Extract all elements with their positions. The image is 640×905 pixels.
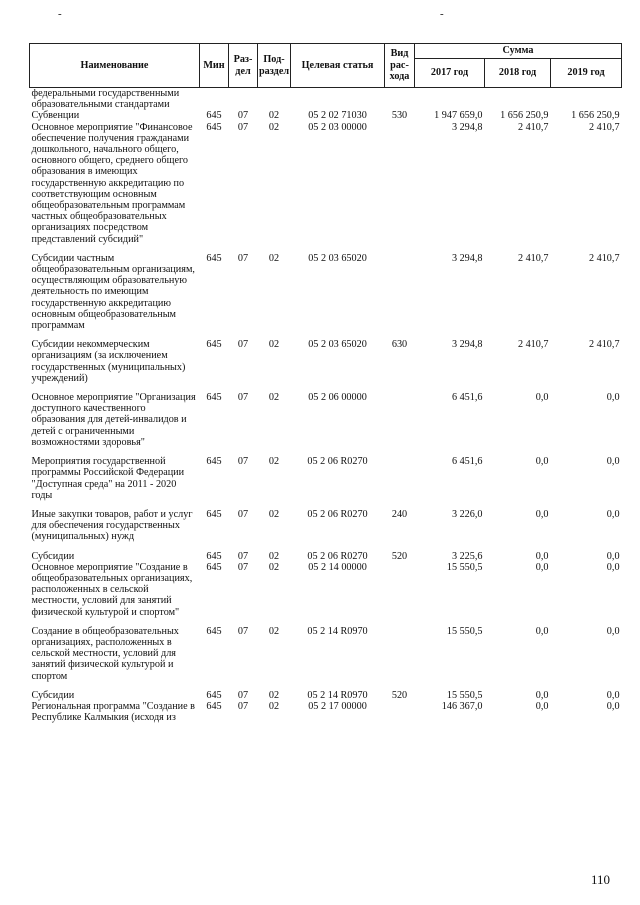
row-min: 645: [206, 456, 222, 468]
row-name: Основное мероприятие "Организация доступного качественного образования для детей-инвалидов и детей с ограниченными возможностями здоровья": [31, 392, 196, 448]
row-vid: [385, 392, 415, 456]
table-row: [30, 253, 622, 339]
row-min: 645: [206, 110, 222, 122]
row-2017: 3 294,8: [451, 121, 483, 133]
row-2017: 15 550,5: [446, 561, 483, 573]
row-razdel: [229, 88, 258, 111]
row-2019: 0,0: [606, 508, 620, 520]
row-name: Субсидии некоммерческим организациям (за исключением государственных (муниципальных) учреждений): [31, 339, 186, 384]
row-2017: 146 367,0: [441, 700, 483, 712]
row-vid: [385, 88, 415, 111]
row-vid: [385, 456, 415, 509]
row-tselevaya: 05 2 03 65020: [308, 252, 367, 264]
row-razdel: 07: [237, 550, 249, 562]
table-row: [30, 392, 622, 456]
row-2019: 0,0: [606, 700, 620, 712]
row-tselevaya: 05 2 17 00000: [308, 700, 367, 712]
row-tselevaya: [291, 88, 385, 111]
table-row: [30, 110, 622, 121]
row-podrazdel: 02: [268, 121, 280, 133]
row-tselevaya: 05 2 14 R0970: [307, 689, 368, 701]
table-row: [30, 701, 622, 723]
row-2018: 0,0: [535, 550, 549, 562]
row-name: Создание в общеобразовательных организациях, расположенных в сельской местности, условий для занятий физической культурой и спортом: [31, 625, 179, 682]
row-min: 645: [206, 508, 222, 520]
row-razdel: 07: [237, 339, 249, 351]
row-razdel: 07: [237, 121, 249, 133]
table-row: [30, 122, 622, 253]
col-header-vid: Вид рас-хода: [385, 44, 415, 88]
row-2018: 0,0: [535, 456, 549, 468]
row-vid: [385, 122, 415, 253]
row-podrazdel: [258, 88, 291, 111]
row-name: Субсидии: [31, 550, 75, 562]
row-tselevaya: 05 2 14 R0970: [307, 625, 368, 637]
row-podrazdel: 02: [268, 550, 280, 562]
row-2017: 3 294,8: [451, 252, 483, 264]
row-podrazdel: 02: [268, 252, 280, 264]
row-podrazdel: 02: [268, 110, 280, 122]
row-razdel: 07: [237, 456, 249, 468]
row-2019: 1 656 250,9: [571, 110, 620, 122]
row-podrazdel: 02: [268, 689, 280, 701]
row-vid: 520: [391, 689, 408, 701]
row-min: 645: [206, 561, 222, 573]
row-razdel: 07: [237, 110, 249, 122]
row-2018: 2 410,7: [517, 339, 549, 351]
row-2019: 0,0: [606, 392, 620, 404]
table-row: [30, 509, 622, 551]
row-2019: 0,0: [606, 689, 620, 701]
row-tselevaya: 05 2 06 R0270: [307, 456, 368, 468]
row-vid: [385, 253, 415, 339]
row-2018: 0,0: [535, 700, 549, 712]
row-2019: 0,0: [606, 561, 620, 573]
row-vid: [385, 562, 415, 626]
row-2019: 2 410,7: [588, 121, 620, 133]
row-min: 645: [206, 700, 222, 712]
row-2017: 3 226,0: [451, 508, 483, 520]
table-body: [30, 88, 622, 724]
col-header-name: Наименование: [30, 44, 200, 88]
row-2017: 15 550,5: [446, 625, 483, 637]
row-2018: 0,0: [535, 508, 549, 520]
row-2018: 2 410,7: [517, 121, 549, 133]
row-tselevaya: 05 2 06 00000: [308, 392, 367, 404]
col-header-2017: 2017 год: [415, 59, 485, 88]
row-2017: 6 451,6: [451, 392, 483, 404]
table-row: [30, 456, 622, 509]
row-podrazdel: 02: [268, 456, 280, 468]
row-name: Субсидии частным общеобразовательным организациям, осуществляющим образовательную деятельность по имеющим государственную аккредитацию основным общеобразовательным программам: [31, 252, 195, 332]
row-tselevaya: 05 2 06 R0270: [307, 550, 368, 562]
row-podrazdel: 02: [268, 508, 280, 520]
row-2017: 3 225,6: [451, 550, 483, 562]
row-razdel: 07: [237, 561, 249, 573]
row-vid: [385, 701, 415, 723]
row-2017: [415, 88, 485, 111]
row-vid: 630: [391, 339, 408, 351]
row-razdel: 07: [237, 252, 249, 264]
row-2019: [551, 88, 622, 111]
row-name: Мероприятия государственной программы Российской Федерации "Доступная среда" на 2011 - 2020 годы: [31, 456, 185, 501]
table-header: [30, 44, 622, 88]
row-2019: 2 410,7: [588, 252, 620, 264]
row-razdel: 07: [237, 689, 249, 701]
row-min: 645: [206, 121, 222, 133]
row-name: Региональная программа "Создание в Республике Калмыкия (исходя из: [31, 700, 195, 724]
row-tselevaya: 05 2 02 71030: [308, 110, 367, 122]
row-tselevaya: 05 2 06 R0270: [307, 508, 368, 520]
row-podrazdel: 02: [268, 700, 280, 712]
table-row: [30, 626, 622, 690]
row-podrazdel: 02: [268, 392, 280, 404]
row-min: 645: [206, 252, 222, 264]
row-2019: 0,0: [606, 550, 620, 562]
row-min: 645: [206, 550, 222, 562]
row-2018: 0,0: [535, 625, 549, 637]
row-podrazdel: 02: [268, 625, 280, 637]
row-razdel: 07: [237, 625, 249, 637]
row-2018: 0,0: [535, 689, 549, 701]
col-header-2018: 2018 год: [485, 59, 551, 88]
row-name: федеральными государственными образовательными стандартами: [31, 88, 180, 111]
row-name: Субсидии: [31, 689, 75, 701]
row-2019: 2 410,7: [588, 339, 620, 351]
row-podrazdel: 02: [268, 339, 280, 351]
row-2018: [485, 88, 551, 111]
row-2017: 3 294,8: [451, 339, 483, 351]
row-min: 645: [206, 689, 222, 701]
row-tselevaya: 05 2 14 00000: [308, 561, 367, 573]
row-vid: 520: [391, 550, 408, 562]
col-header-tselevaya: Целевая статья: [291, 44, 385, 88]
header-mark-right: -: [440, 8, 444, 20]
row-2018: 2 410,7: [517, 252, 549, 264]
row-name: Основное мероприятие "Создание в общеобразовательных организациях, расположенных в сельской местности, условий для занятий физической культурой и спортом": [31, 561, 193, 618]
table-row: [30, 690, 622, 701]
row-tselevaya: 05 2 03 00000: [308, 121, 367, 133]
row-vid: [385, 626, 415, 690]
row-name: Основное мероприятие "Финансовое обеспечение получения гражданами дошкольного, начального общего, основного общего, среднего общего образования в имеющих государственную аккредитацию по соответствующим основным общеобразовательным программам частных общеобразовательных организациях посредством представлений субсидий": [31, 121, 193, 245]
budget-table: [29, 43, 622, 723]
row-razdel: 07: [237, 392, 249, 404]
row-name: Иные закупки товаров, работ и услуг для обеспечения государственных (муниципальных) нужд: [31, 508, 193, 543]
row-min: 645: [206, 339, 222, 351]
table-row: [30, 339, 622, 392]
row-min: 645: [206, 392, 222, 404]
row-razdel: 07: [237, 508, 249, 520]
row-vid: 530: [391, 110, 408, 122]
row-2017: 6 451,6: [451, 456, 483, 468]
page-number: 110: [590, 872, 610, 887]
col-header-razdel: Раз-дел: [229, 44, 258, 88]
row-name: Субвенции: [31, 110, 80, 122]
row-min: [200, 88, 229, 111]
row-2018: 0,0: [535, 561, 549, 573]
header-mark-left: -: [58, 8, 62, 20]
row-2019: 0,0: [606, 456, 620, 468]
col-header-podrazdel: Под-раздел: [258, 44, 291, 88]
table-row: [30, 551, 622, 562]
col-header-2019: 2019 год: [551, 59, 622, 88]
row-razdel: 07: [237, 700, 249, 712]
row-2017: 15 550,5: [446, 689, 483, 701]
table-row: [30, 88, 622, 111]
row-2018: 1 656 250,9: [500, 110, 549, 122]
row-2018: 0,0: [535, 392, 549, 404]
col-header-min: Мин: [200, 44, 229, 88]
row-vid: 240: [391, 508, 408, 520]
row-2019: 0,0: [606, 625, 620, 637]
col-header-summa: Сумма: [415, 44, 622, 59]
table-row: [30, 562, 622, 626]
row-tselevaya: 05 2 03 65020: [308, 339, 367, 351]
row-podrazdel: 02: [268, 561, 280, 573]
row-2017: 1 947 659,0: [434, 110, 483, 122]
row-min: 645: [206, 625, 222, 637]
